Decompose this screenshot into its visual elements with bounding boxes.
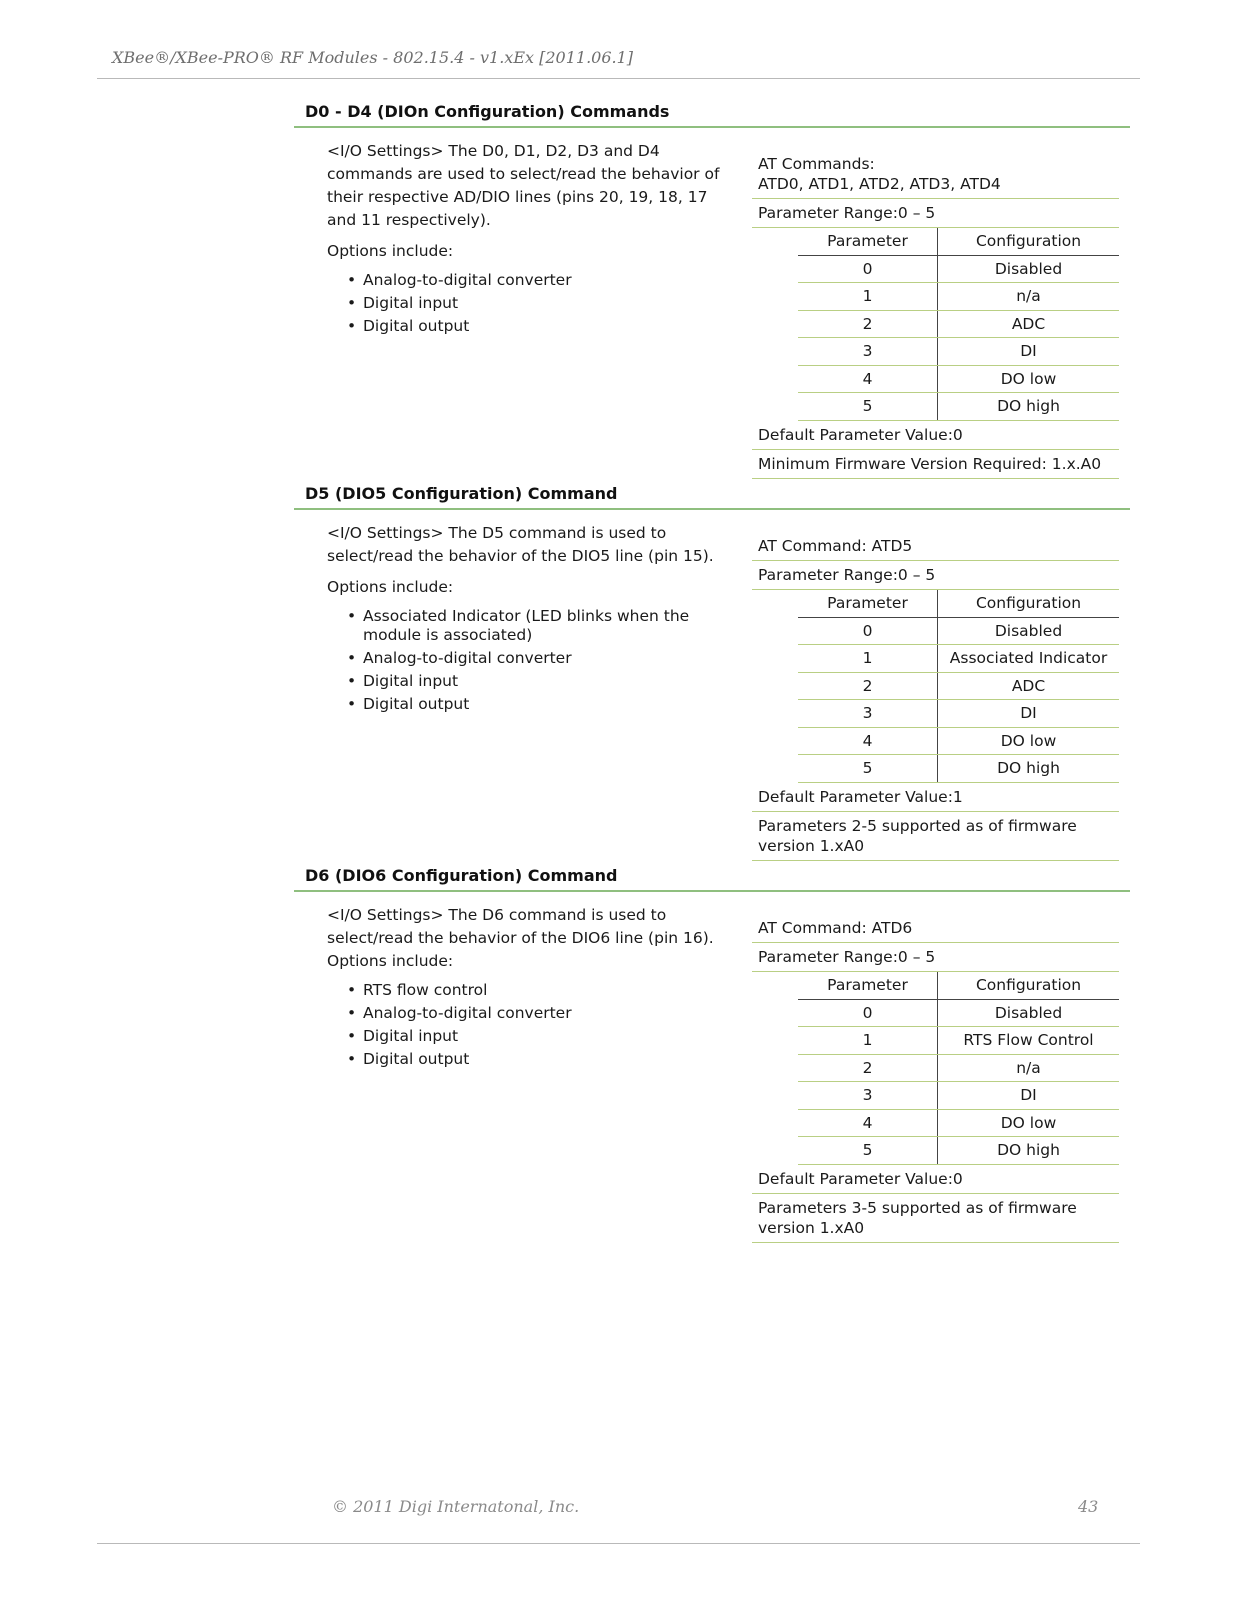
table-row [798, 999, 1119, 1027]
column-header: Configuration [938, 972, 1120, 999]
section-description [327, 140, 737, 340]
parameter-cell: 0 [798, 999, 938, 1027]
table-row [798, 1054, 1119, 1082]
parameter-cell: 2 [798, 1054, 938, 1082]
spec-panel [752, 536, 1119, 861]
spec-footnote: Minimum Firmware Version Required: 1.x.A0 [752, 450, 1119, 479]
table-row [798, 1027, 1119, 1055]
list-item: • Digital output [347, 317, 470, 335]
parameter-range: Parameter Range:0 – 5 [752, 561, 1119, 590]
configuration-cell: RTS Flow Control [938, 1027, 1120, 1055]
configuration-cell: ADC [938, 672, 1120, 700]
table-row [798, 755, 1119, 783]
options-intro: Options include: [327, 578, 454, 596]
parameter-table [798, 972, 1119, 1165]
at-command [752, 536, 1119, 561]
description-text: <I/O Settings> The D6 command is used to select/read the behavior of the DIO6 line (pin 16). [327, 906, 714, 947]
parameter-cell: 1 [798, 645, 938, 673]
parameter-table [798, 228, 1119, 421]
configuration-cell: n/a [938, 283, 1120, 311]
default-value: Default Parameter Value:0 [752, 421, 1119, 450]
configuration-cell: DO low [938, 727, 1120, 755]
footer-page-number: 43 [1078, 1497, 1099, 1516]
parameter-range: Parameter Range:0 – 5 [752, 943, 1119, 972]
at-command-label: AT Command: ATD6 [758, 919, 913, 937]
parameter-cell: 4 [798, 365, 938, 393]
spec-footnote: Parameters 2-5 supported as of firmware version 1.xA0 [752, 812, 1119, 861]
description-text: <I/O Settings> The D0, D1, D2, D3 and D4 commands are used to select/read the behavior of their respective AD/DIO lines (pins 20, 19, 18, 17 and 11 respectively). [327, 142, 720, 229]
table-row [798, 365, 1119, 393]
spec-footnote: Parameters 3-5 supported as of firmware version 1.xA0 [752, 1194, 1119, 1243]
at-command-label: AT Command: ATD5 [758, 537, 913, 555]
column-header: Configuration [938, 590, 1120, 617]
section-divider [294, 126, 1130, 128]
table-row [798, 338, 1119, 366]
table-row [798, 617, 1119, 645]
table-row [798, 283, 1119, 311]
header-divider [97, 78, 1140, 79]
description-text: <I/O Settings> The D5 command is used to select/read the behavior of the DIO5 line (pin 15). [327, 524, 714, 565]
section-title: D6 (DIO6 Configuration) Command [305, 866, 618, 885]
at-command-value: ATD0, ATD1, ATD2, ATD3, ATD4 [758, 175, 1001, 193]
column-header: Parameter [798, 590, 938, 617]
parameter-cell: 0 [798, 255, 938, 283]
options-intro: Options include: [327, 952, 454, 970]
section-description [327, 522, 737, 718]
parameter-cell: 1 [798, 283, 938, 311]
configuration-cell: ADC [938, 310, 1120, 338]
list-item: • Digital output [347, 695, 470, 713]
configuration-cell: Disabled [938, 617, 1120, 645]
table-row [798, 727, 1119, 755]
table-row [798, 1082, 1119, 1110]
at-command-label: AT Commands: [758, 155, 875, 173]
list-item: • Digital output [347, 1050, 470, 1068]
list-item: • Analog-to-digital converter [347, 271, 572, 289]
table-row [798, 255, 1119, 283]
parameter-cell: 4 [798, 1109, 938, 1137]
table-header-row [798, 228, 1119, 255]
list-item: • Analog-to-digital converter [347, 649, 572, 667]
default-value: Default Parameter Value:0 [752, 1165, 1119, 1194]
table-row [798, 1137, 1119, 1165]
list-item: • Digital input [347, 294, 459, 312]
parameter-cell: 5 [798, 755, 938, 783]
at-command [752, 154, 1119, 199]
list-item: • Digital input [347, 672, 459, 690]
configuration-cell: DO low [938, 365, 1120, 393]
section-description [327, 904, 737, 1073]
options-list [327, 271, 737, 336]
table-row [798, 645, 1119, 673]
options-list [327, 607, 737, 714]
table-header-row [798, 972, 1119, 999]
parameter-cell: 1 [798, 1027, 938, 1055]
table-row [798, 310, 1119, 338]
configuration-cell: DO high [938, 755, 1120, 783]
spec-panel [752, 918, 1119, 1243]
parameter-cell: 3 [798, 338, 938, 366]
configuration-cell: DI [938, 1082, 1120, 1110]
configuration-cell: DI [938, 338, 1120, 366]
configuration-cell: Disabled [938, 255, 1120, 283]
column-header: Configuration [938, 228, 1120, 255]
table-row [798, 672, 1119, 700]
parameter-cell: 3 [798, 700, 938, 728]
section-title: D5 (DIO5 Configuration) Command [305, 484, 618, 503]
parameter-cell: 2 [798, 672, 938, 700]
parameter-table [798, 590, 1119, 783]
options-list [327, 981, 737, 1069]
page-header-title: XBee®/XBee‑PRO® RF Modules ‑ 802.15.4 ‑ v1.xEx [2011.06.1] [112, 48, 634, 67]
parameter-cell: 4 [798, 727, 938, 755]
table-row [798, 393, 1119, 421]
footer-copyright: © 2011 Digi Internatonal, Inc. [332, 1497, 580, 1516]
configuration-cell: DI [938, 700, 1120, 728]
section-divider [294, 890, 1130, 892]
options-intro: Options include: [327, 242, 454, 260]
column-header: Parameter [798, 228, 938, 255]
section-divider [294, 508, 1130, 510]
list-item: • Analog-to-digital converter [347, 1004, 572, 1022]
configuration-cell: DO high [938, 393, 1120, 421]
configuration-cell: DO high [938, 1137, 1120, 1165]
table-header-row [798, 590, 1119, 617]
parameter-cell: 2 [798, 310, 938, 338]
spec-panel [752, 154, 1119, 479]
configuration-cell: Associated Indicator [938, 645, 1120, 673]
column-header: Parameter [798, 972, 938, 999]
list-item: • Associated Indicator (LED blinks when the module is associated) [347, 607, 690, 644]
table-row [798, 700, 1119, 728]
at-command [752, 918, 1119, 943]
footer-divider [97, 1543, 1140, 1544]
configuration-cell: n/a [938, 1054, 1120, 1082]
table-row [798, 1109, 1119, 1137]
configuration-cell: DO low [938, 1109, 1120, 1137]
list-item: • Digital input [347, 1027, 459, 1045]
parameter-cell: 5 [798, 393, 938, 421]
section-title: D0 - D4 (DIOn Configuration) Commands [305, 102, 670, 121]
parameter-cell: 0 [798, 617, 938, 645]
list-item: • RTS flow control [347, 981, 488, 999]
configuration-cell: Disabled [938, 999, 1120, 1027]
default-value: Default Parameter Value:1 [752, 783, 1119, 812]
parameter-cell: 3 [798, 1082, 938, 1110]
parameter-range: Parameter Range:0 – 5 [752, 199, 1119, 228]
parameter-cell: 5 [798, 1137, 938, 1165]
